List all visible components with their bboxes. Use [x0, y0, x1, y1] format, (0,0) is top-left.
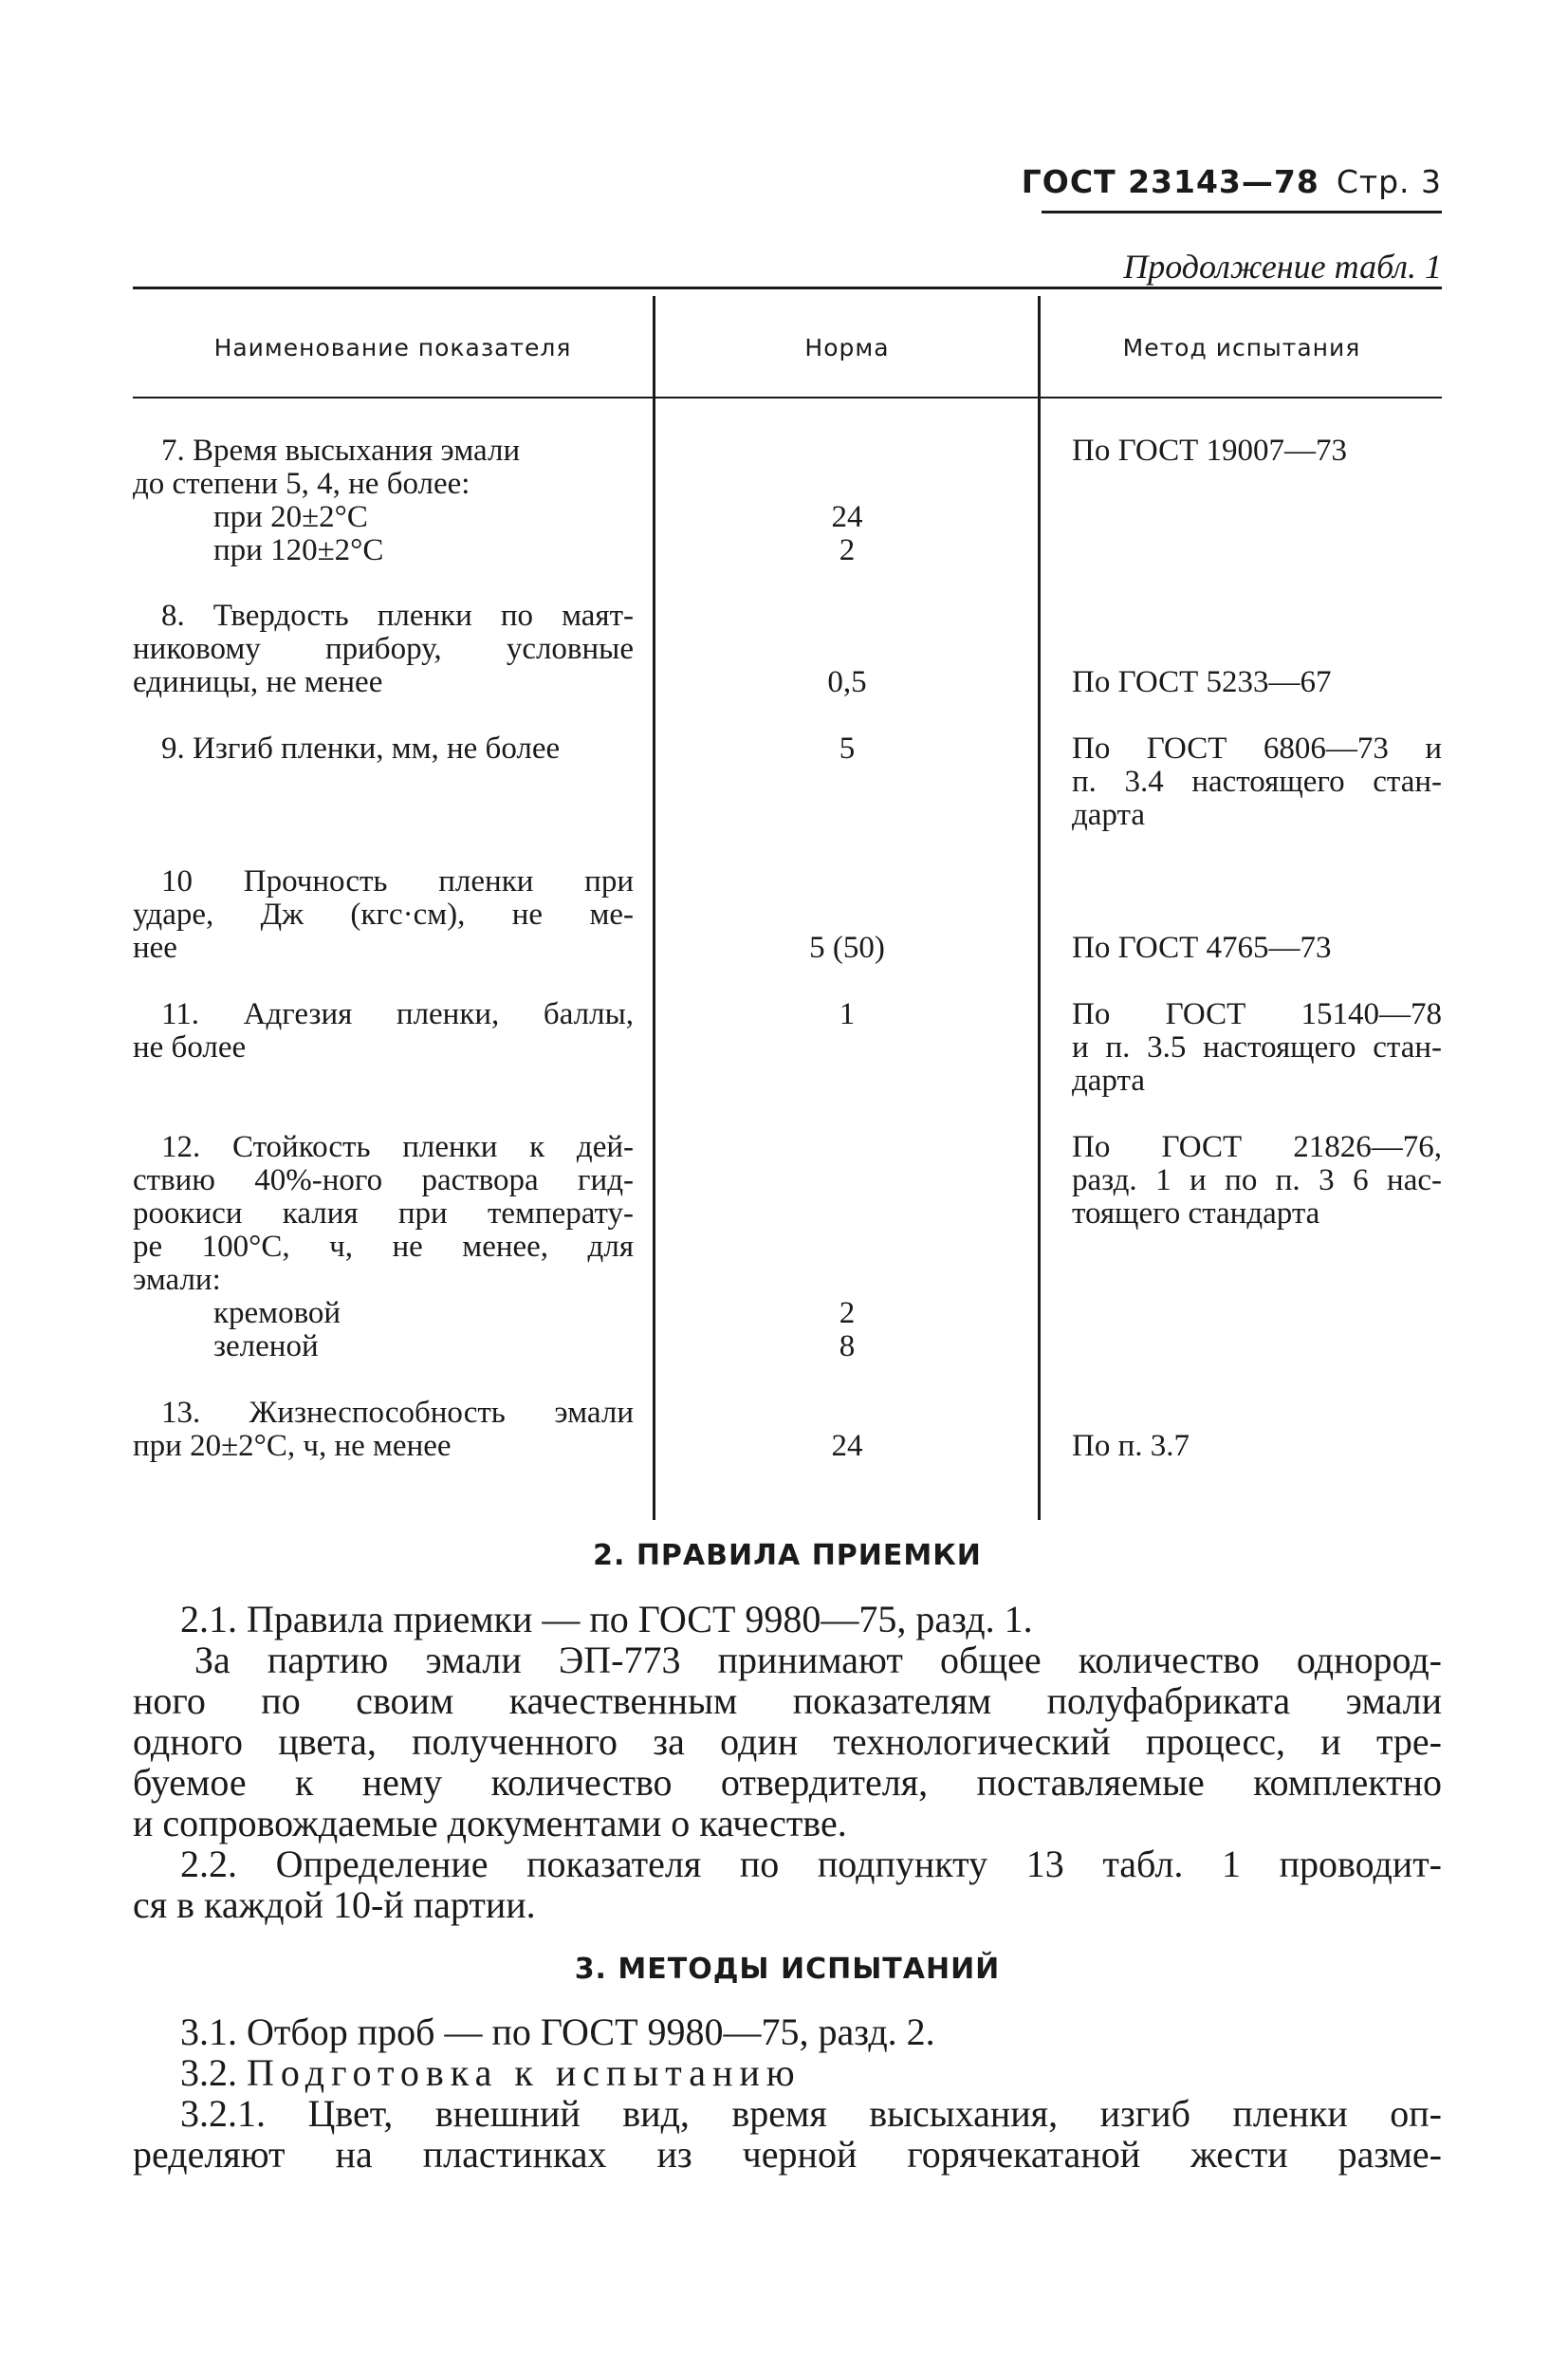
- paragraph-3-1: 3.1. Отбор проб — по ГОСТ 9980—75, разд. 2.: [180, 2010, 935, 2053]
- table-row-10-name: 10 Прочность пленки при ударе, Дж (кгс·см), не ме- нее: [133, 864, 634, 965]
- table-row-11-name: 11. Адгезия пленки, баллы, не более: [133, 997, 634, 1065]
- page-number: Стр. 3: [1336, 163, 1442, 200]
- table-row-8-norm: 0,5: [827, 665, 867, 699]
- table-row-9-norm: 5: [839, 732, 856, 766]
- column-header-name: Наименование показателя: [213, 334, 572, 361]
- paragraph-3-2-title: Подготовка к испытанию: [247, 2051, 802, 2094]
- paragraph-2-2: 2.2. Определение показателя по подпункту 13 табл. 1 проводит- ся в каждой 10-й партии.: [133, 1843, 1442, 1926]
- header-rule: [1042, 211, 1442, 213]
- table-row-13-name: 13. Жизнеспособность эмали при 20±2°C, ч, не менее: [133, 1396, 634, 1463]
- table-header-rule: [133, 397, 1442, 398]
- table-row-11-norm: 1: [839, 997, 856, 1031]
- table-top-rule: [133, 287, 1442, 289]
- table-row-11-method: По ГОСТ 15140—78 и п. 3.5 настоящего стан- дарта: [1072, 997, 1442, 1098]
- table-column-divider-2: [1038, 296, 1041, 1520]
- table-row-9-method: По ГОСТ 6806—73 и п. 3.4 настоящего стан- дарта: [1072, 732, 1442, 832]
- page-header: [949, 163, 1442, 200]
- table-row-12-method: По ГОСТ 21826—76, разд. 1 и по п. 3 6 нас- тоящего стандарта: [1072, 1130, 1442, 1231]
- gost-number: ГОСТ 23143—78: [1021, 163, 1319, 200]
- paragraph-2-1-body: За партию эмали ЭП-773 принимают общее количество однород- ного по своим качественным показателям полуфабриката эмали одного цвета, полученного за один технологический процесс, и тре- буемое к нему количество отвердителя, поставляемые комплектно и сопровождаемые документами о качестве.: [133, 1639, 1442, 1844]
- column-header-norm: Норма: [804, 334, 890, 361]
- table-row-8-method: По ГОСТ 5233—67: [1072, 665, 1332, 699]
- table-row-9-name: 9. Изгиб пленки, мм, не более: [161, 732, 561, 766]
- section-2-heading: 2. ПРАВИЛА ПРИЕМКИ: [593, 1539, 982, 1572]
- table-row-8-name: 8. Твердость пленки по маят- никовому прибору, условные единицы, не менее: [133, 599, 634, 699]
- table-row-13-norm: 24: [831, 1429, 863, 1463]
- table-row-10-norm: 5 (50): [809, 931, 885, 965]
- column-header-method: Метод испытания: [1122, 334, 1361, 361]
- paragraph-3-2: [133, 2052, 1442, 2093]
- table-row-7-method: По ГОСТ 19007—73: [1072, 434, 1347, 468]
- paragraph-3-2-1: 3.2.1. Цвет, внешний вид, время высыхания, изгиб пленки оп- ределяют на пластинках из черной горячекатаной жести разме-: [133, 2092, 1442, 2176]
- table-column-divider-1: [653, 296, 655, 1520]
- section-3-heading: 3. МЕТОДЫ ИСПЫТАНИЙ: [574, 1953, 1001, 1986]
- table-row-10-method: По ГОСТ 4765—73: [1072, 931, 1332, 965]
- table-row-13-method: По п. 3.7: [1072, 1429, 1190, 1463]
- table-continuation-label: Продолжение табл. 1: [1123, 248, 1442, 286]
- paragraph-3-2-number: 3.2.: [180, 2051, 237, 2094]
- table-row-12-norm: 2 8: [839, 1296, 856, 1363]
- table-row-7-norm: 24 2: [831, 500, 863, 567]
- table-row-7-name: 7. Время высыхания эмали до степени 5, 4, не более: при 20±2°C при 120±2°C: [133, 434, 521, 567]
- paragraph-2-1: 2.1. Правила приемки — по ГОСТ 9980—75, разд. 1.: [180, 1598, 1033, 1640]
- table-row-12-name: 12. Стойкость пленки к дей- ствию 40%-ного раствора гид- роокиси калия при температу- ре 100°C, ч, не менее, для эмали: кремовой зеленой: [133, 1130, 634, 1363]
